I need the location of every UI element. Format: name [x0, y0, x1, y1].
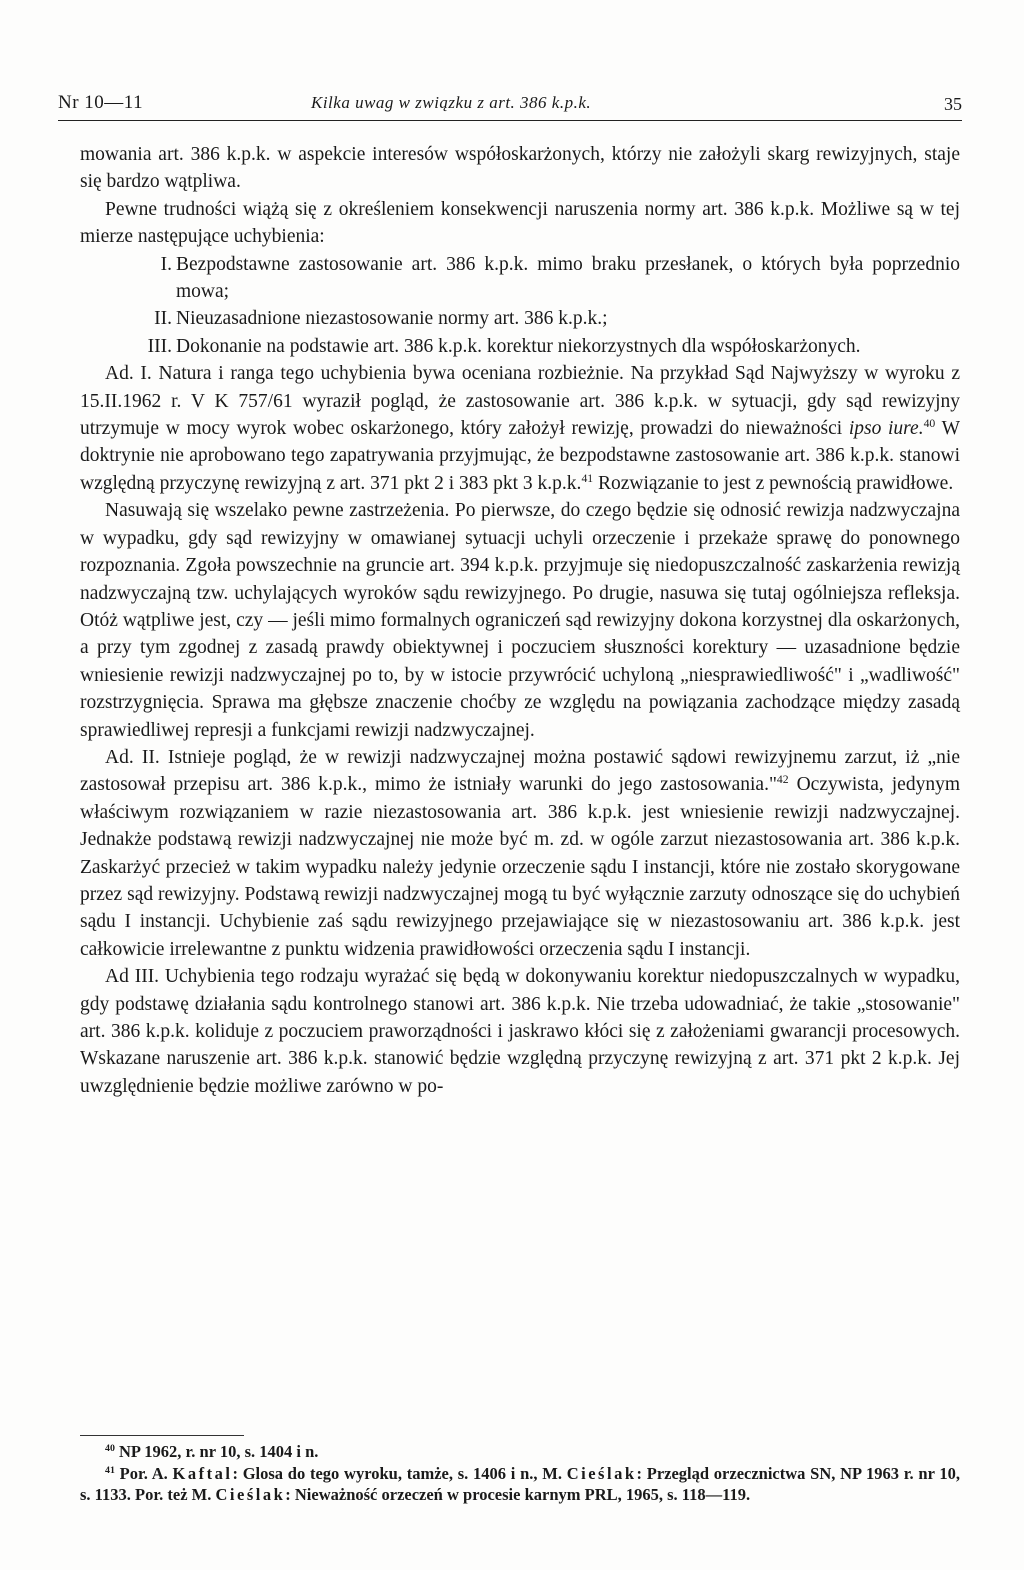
footnote-ref-42: 42	[776, 773, 789, 787]
footnote-41: $^{41}$ Por. A. Kaftal: Glosa do tego wyroku, tamże, s. 1406 i n., M. Cieślak: Przegląd orzecznictwa SN, NP 1963 r. nr 10, s. 1133. Por. też M. Cieślak: Nieważność orzeczeń w procesie karnym PRL, 1965, s. 118—119.	[80, 1463, 960, 1505]
paragraph-zastrzezenia: Nasuwają się wszelako pewne zastrzeżenia. Po pierwsze, do czego będzie się odnosić rewizja nadzwyczajna w wypadku, gdy sąd rewizyjny w omawianej sytuacji uchyli orzeczenie i przekaże sprawę do ponownego rozpoznania. Zgoła powszechnie na gruncie art. 394 k.p.k. przyjmuje się niedopuszczalność zaskarżenia rewizją nadzwyczajną tzw. uchylających wyroków sądu rewizyjnego. Po drugie, nasuwa się tutaj ogólniejsza refleksja. Otóż wątpliwe jest, czy — jeśli mimo formalnych ograniczeń sąd rewizyjny dokona korzystnej dla oskarżonych, a przy tym zgodnej z zasadą prawdy obiektywnej i poczuciem słuszności korektury — uzasadnione będzie wniesienie rewizji nadzwyczajnej po to, by w istocie przywrócić uchyloną „niesprawiedliwość" i „wadliwość" rozstrzygnięcia. Sprawa ma głębsze znaczenie choćby ze względu na powiązania zachodzące między zasadą sprawiedliwej represji a funkcjami rewizji nadzwyczajnej.	[80, 500, 960, 741]
author-name: Kaftal	[172, 1463, 233, 1483]
list-item-number: II.	[154, 308, 172, 330]
list-item	[80, 333, 960, 360]
footnote-ref-41: 41	[581, 471, 594, 485]
issue-number: Nr 10—11	[58, 92, 144, 113]
body-text	[80, 141, 960, 1100]
list-item-text: Dokonanie na podstawie art. 386 k.p.k. korektur niekorzystnych dla współoskarżonych.	[176, 335, 861, 357]
list-item-number: III.	[147, 335, 172, 357]
footnote-number: 41	[105, 1464, 115, 1476]
paragraph-uchybienia-intro: Pewne trudności wiążą się z określeniem konsekwencji naruszenia normy art. 386 k.p.k. Możliwe są w tej mierze następujące uchybienia:	[80, 198, 960, 248]
running-title: Kilka uwag w związku z art. 386 k.p.k.	[311, 93, 592, 112]
paragraph-continuation: mowania art. 386 k.p.k. w aspekcie interesów współoskarżonych, którzy nie założyli skarg rewizyjnych, staje się bardzo wątpliwa.	[80, 144, 960, 193]
footnotes	[80, 1441, 960, 1506]
footnote-40: $^{40}$ NP 1962, r. nr 10, s. 1404 i n.	[105, 1442, 319, 1461]
running-header	[58, 92, 962, 121]
list-item	[80, 251, 960, 306]
paragraph-ad-ii: Ad. II. Istnieje pogląd, że w rewizji nadzwyczajnej można postawić sądowi rewizyjnemu zarzut, iż „nie zastosował przepisu art. 386 k.p.k., mimo że istniały warunki do jego zastosowania."$^{42}$ Oczywista, jedynym właściwym rozwiązaniem w razie niezastosowania art. 386 k.p.k. jest wniesienie rewizji nadzwyczajnej. Jednakże podstawą rewizji nadzwyczajnej nie może być m. zd. w ogóle zarzut niezastosowania art. 386 k.p.k. Zaskarżyć przecież w takim wypadku należy jedynie orzeczenie sądu I instancji, które nie zostało skorygowane przez sąd rewizyjny. Podstawą rewizji nadzwyczajnej mogą tu być wyłącznie zarzuty odnoszące się do uchybień sądu I instancji. Uchybienie zaś sądu rewizyjnego przejawiające się w niezastosowaniu art. 386 k.p.k. jest całkowicie irrelewantne z punktu widzenia prawidłowości orzeczenia sądu I instancji.	[80, 746, 961, 960]
paragraph-ad-i: Ad. I. Natura i ranga tego uchybienia bywa oceniana rozbieżnie. Na przykład Sąd Najwyższy w wyroku z 15.II.1962 r. V K 757/61 wyraził pogląd, że zastosowanie art. 386 k.p.k. w sytuacji, gdy sąd rewizyjny utrzymuje w mocy wyrok wobec oskarżonego, który założył rewizję, prowadzi do nieważności ipso iure.$^{40}$ W doktrynie nie aprobowano tego zapatrywania przyjmując, że bezpodstawne zastosowanie art. 386 k.p.k. stanowi względną przyczynę rewizyjną z art. 371 pkt 2 i 383 pkt 3 k.p.k.$^{41}$ Rozwiązanie to jest z pewnością prawidłowe.	[80, 363, 960, 494]
footnote-number: 40	[105, 1443, 115, 1455]
uchybienia-list	[80, 251, 960, 361]
list-item-number: I.	[160, 253, 172, 275]
page-number: 35	[944, 94, 962, 114]
list-item-text: Nieuzasadnione niezastosowanie normy art. 386 k.p.k.;	[176, 308, 608, 330]
author-name: Cieślak	[566, 1463, 637, 1483]
paragraph-ad-iii: Ad III. Uchybienia tego rodzaju wyrażać się będą w dokonywaniu korektur niedopuszczalnych w wypadku, gdy podstawę działania sądu kontrolnego stanowi art. 386 k.p.k. Nie trzeba udowadniać, że takie „stosowanie" art. 386 k.p.k. koliduje z poczuciem praworządności i jaskrawo kłóci się z założeniami gwarancji procesowych. Wskazane naruszenie art. 386 k.p.k. stanowić będzie względną przyczynę rewizyjną z art. 371 pkt 2 k.p.k. Jej uwzględnienie będzie możliwe zarówno w po-	[80, 966, 960, 1097]
list-item-text: Bezpodstawne zastosowanie art. 386 k.p.k. mimo braku przesłanek, o których była poprzednio mowa;	[176, 253, 960, 303]
footnote-ref-40: 40	[923, 417, 936, 431]
latin-phrase: ipso iure.	[848, 418, 924, 440]
list-item	[80, 305, 960, 332]
author-name: Cieślak	[215, 1485, 286, 1505]
footnote-divider	[80, 1435, 244, 1436]
